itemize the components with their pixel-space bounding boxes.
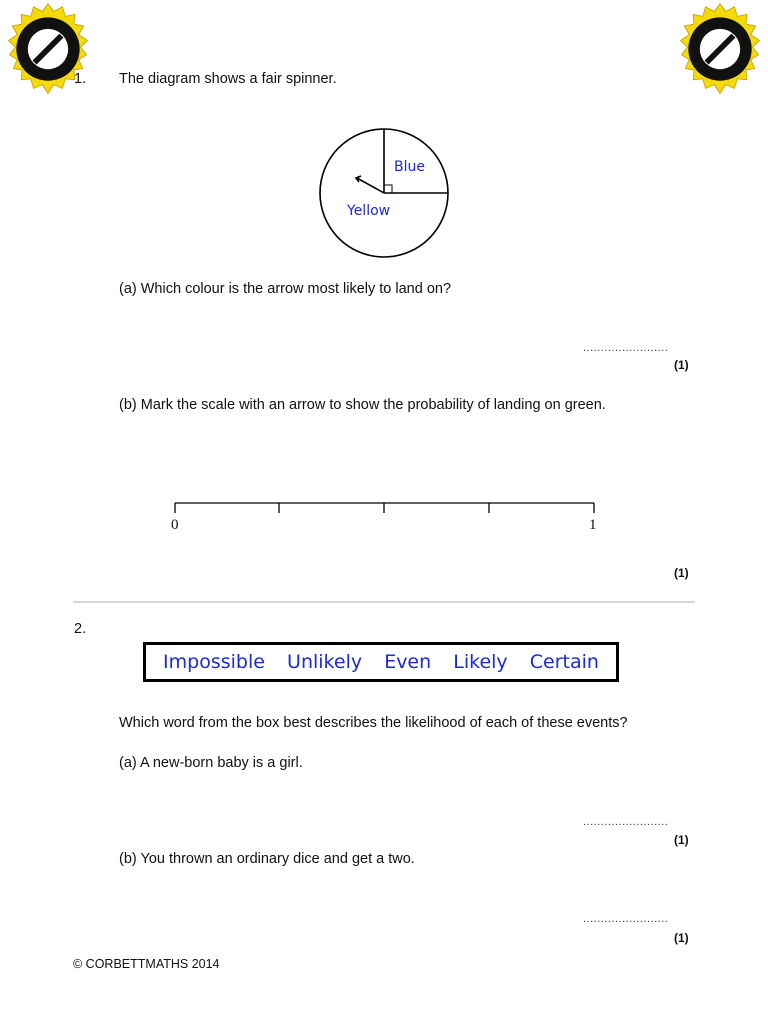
question-1-number: 1.	[74, 71, 87, 87]
word-unlikely: Unlikely	[287, 651, 363, 673]
word-impossible: Impossible	[163, 651, 265, 673]
question-1a-mark: (1)	[674, 358, 689, 372]
question-2b-text: (b) You thrown an ordinary dice and get a two.	[119, 851, 415, 867]
question-2a-text: (a) A new-born baby is a girl.	[119, 755, 303, 771]
likelihood-word-box	[143, 642, 619, 682]
word-certain: Certain	[529, 651, 599, 673]
footer-copyright: © CORBETTMATHS 2014	[73, 957, 220, 971]
question-1-intro: The diagram shows a fair spinner.	[119, 71, 337, 87]
question-2-prompt: Which word from the box best describes the likelihood of each of these events?	[119, 715, 628, 731]
question-2b-mark: (1)	[674, 931, 689, 945]
question-1a-text: (a) Which colour is the arrow most likely to land on?	[119, 281, 452, 297]
question-1b-text: (b) Mark the scale with an arrow to show the probability of landing on green.	[119, 397, 606, 413]
question-1a-answer-line[interactable]: ........................	[583, 342, 669, 354]
word-likely: Likely	[453, 651, 508, 673]
spinner-label-blue: Blue	[394, 159, 425, 175]
spinner-diagram	[312, 126, 457, 258]
spinner-label-yellow: Yellow	[347, 203, 391, 219]
scale-label-one: 1	[589, 517, 597, 533]
question-2b-answer-line[interactable]: ........................	[583, 913, 669, 925]
word-even: Even	[384, 651, 432, 673]
question-2a-answer-line[interactable]: ........................	[583, 816, 669, 828]
question-divider	[73, 601, 695, 603]
question-1b-mark: (1)	[674, 566, 689, 580]
question-2-number: 2.	[74, 621, 87, 637]
probability-scale[interactable]	[168, 496, 602, 518]
question-2a-mark: (1)	[674, 833, 689, 847]
pdf-xchange-watermark-right-icon[interactable]	[672, 2, 768, 98]
scale-label-zero: 0	[171, 517, 179, 533]
